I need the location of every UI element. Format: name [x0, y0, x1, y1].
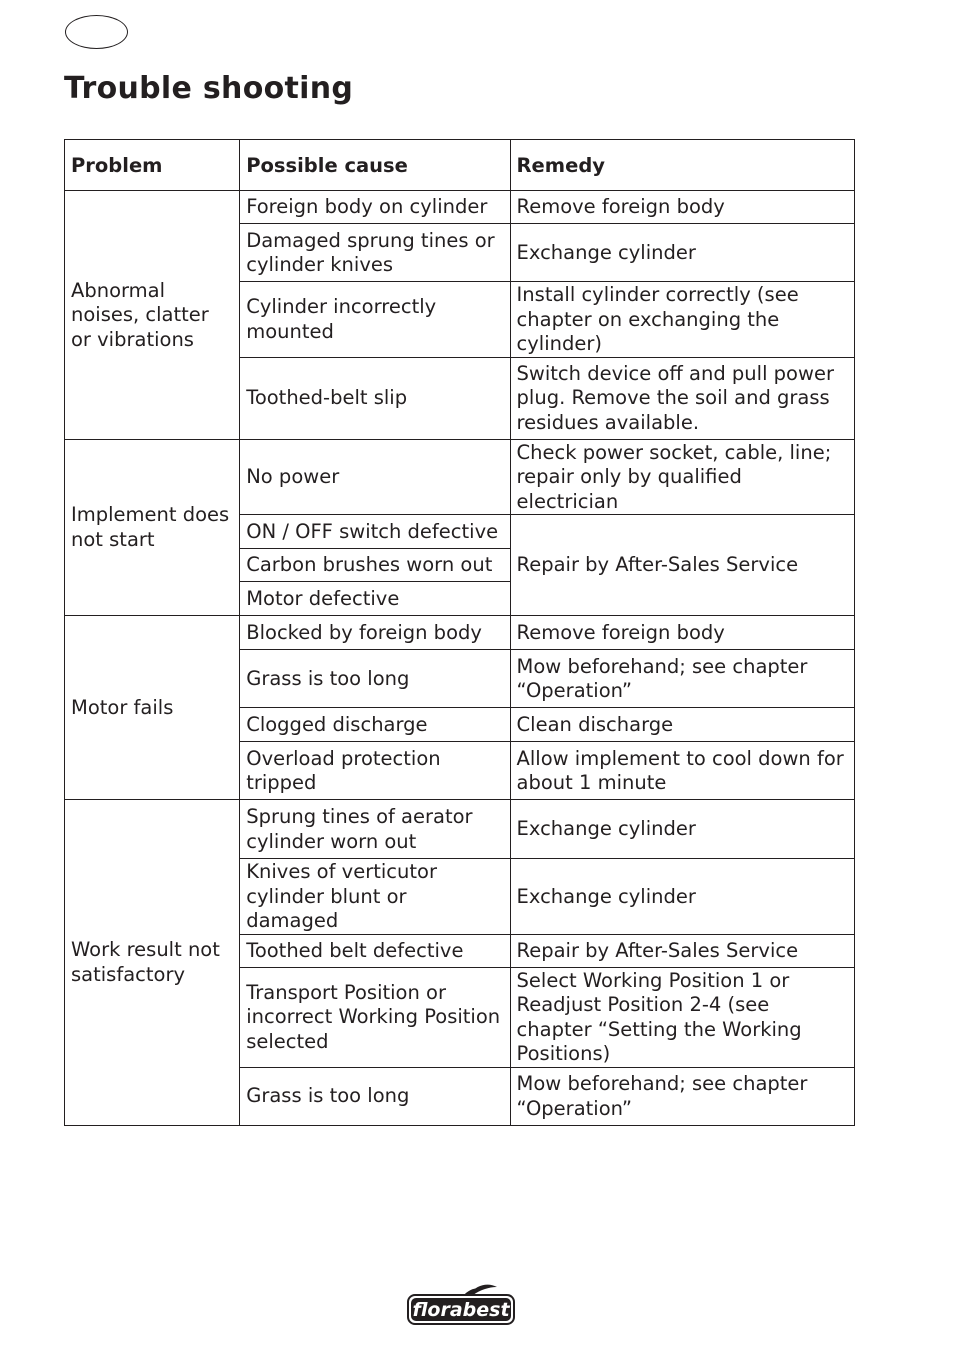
- remedy-cell: Switch device off and pull power plug. Remove the soil and grass residues available.: [510, 357, 854, 439]
- remedy-cell: Clean discharge: [510, 708, 854, 742]
- table-row: [65, 800, 855, 859]
- cause-cell: Transport Position or incorrect Working Position selected: [240, 967, 510, 1067]
- cause-cell: Blocked by foreign body: [240, 616, 510, 650]
- remedy-cell: Mow beforehand; see chapter “Operation”: [510, 1067, 854, 1125]
- remedy-cell: Exchange cylinder: [510, 859, 854, 935]
- cause-cell: Knives of verticutor cylinder blunt or damaged: [240, 859, 510, 935]
- column-header-remedy: Remedy: [510, 140, 854, 191]
- cause-cell: Toothed belt defective: [240, 934, 510, 967]
- florabest-logo: [406, 1283, 516, 1327]
- remedy-cell: Exchange cylinder: [510, 224, 854, 282]
- cause-cell: Sprung tines of aerator cylinder worn out: [240, 800, 510, 859]
- cause-cell: Motor defective: [240, 582, 510, 616]
- remedy-cell: Select Working Position 1 or Readjust Position 2-4 (see chapter “Setting the Working Positions): [510, 967, 854, 1067]
- cause-cell: Grass is too long: [240, 650, 510, 708]
- cause-cell: ON / OFF switch defective: [240, 515, 510, 549]
- remedy-cell: Mow beforehand; see chapter “Operation”: [510, 650, 854, 708]
- cause-cell: Clogged discharge: [240, 708, 510, 742]
- cause-cell: Damaged sprung tines or cylinder knives: [240, 224, 510, 282]
- remedy-cell: Install cylinder correctly (see chapter on exchanging the cylinder): [510, 282, 854, 358]
- remedy-cell: Remove foreign body: [510, 616, 854, 650]
- cause-cell: No power: [240, 439, 510, 515]
- column-header-cause: Possible cause: [240, 140, 510, 191]
- logo-text: florabest: [412, 1299, 510, 1321]
- table-row: [65, 616, 855, 650]
- cause-cell: Cylinder incorrectly mounted: [240, 282, 510, 358]
- remedy-cell: Allow implement to cool down for about 1 minute: [510, 742, 854, 800]
- table-header-row: [65, 140, 855, 191]
- remedy-cell: Repair by After-Sales Service: [510, 515, 854, 616]
- problem-cell: Abnormal noises, clatter or vibrations: [65, 191, 240, 440]
- problem-cell: Motor fails: [65, 616, 240, 800]
- problem-cell: Work result not satisfactory: [65, 800, 240, 1126]
- problem-cell: Implement does not start: [65, 439, 240, 616]
- cause-cell: Grass is too long: [240, 1067, 510, 1125]
- remedy-cell: Exchange cylinder: [510, 800, 854, 859]
- column-header-problem: Problem: [65, 140, 240, 191]
- remedy-cell: Repair by After-Sales Service: [510, 934, 854, 967]
- remedy-cell: Remove foreign body: [510, 191, 854, 224]
- cause-cell: Overload protection tripped: [240, 742, 510, 800]
- cause-cell: Toothed-belt slip: [240, 357, 510, 439]
- cause-cell: Carbon brushes worn out: [240, 549, 510, 582]
- remedy-cell: Check power socket, cable, line; repair only by qualified electrician: [510, 439, 854, 515]
- language-badge: [65, 15, 128, 49]
- table-row: [65, 191, 855, 224]
- page-title: Trouble shooting: [64, 71, 354, 106]
- table-row: [65, 439, 855, 515]
- troubleshooting-table: [64, 139, 855, 1126]
- cause-cell: Foreign body on cylinder: [240, 191, 510, 224]
